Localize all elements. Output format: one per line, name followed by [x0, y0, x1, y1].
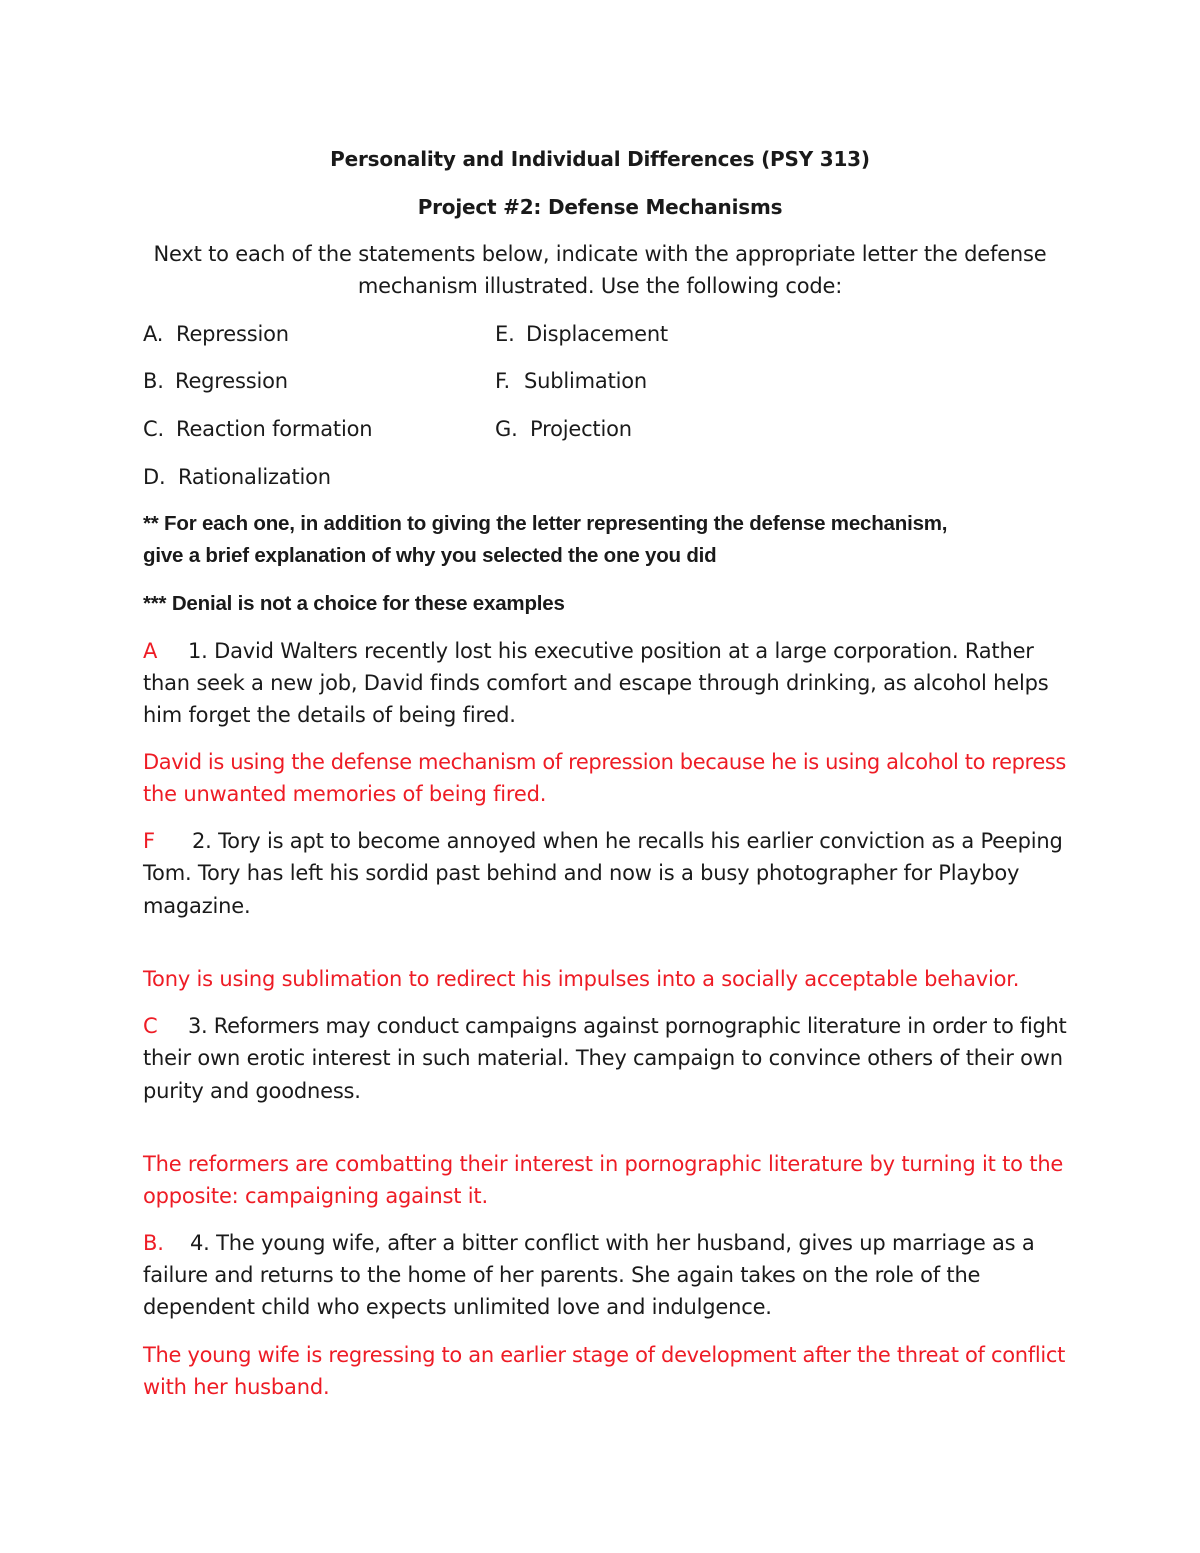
code-item-e: [495, 318, 668, 350]
code-letter: C.: [143, 417, 164, 441]
code-letter: D.: [143, 465, 166, 489]
code-letter: E.: [495, 322, 515, 346]
code-name: Rationalization: [178, 465, 331, 489]
item-2-explanation-line-1: Tony is using sublimation to redirect his impulses into a socially acceptable behavior.: [143, 967, 1020, 991]
note-1-line-2: give a brief explanation of why you selected the one you did: [143, 544, 717, 567]
course-title: Personality and Individual Differences (PSY 313): [330, 147, 870, 171]
item-4-answer: B.: [143, 1231, 164, 1255]
item-2-line-2: Tom. Tory has left his sordid past behind and now is a busy photographer for Playboy: [143, 861, 1020, 885]
item-3-text: 3. Reformers may conduct campaigns against pornographic literature in order to fight: [188, 1014, 1067, 1038]
note-1-line-1: ** For each one, in addition to giving the letter representing the defense mechanism,: [143, 512, 948, 535]
item-3-explanation-line-1: The reformers are combatting their interest in pornographic literature by turning it to the: [143, 1152, 1064, 1176]
code-item-g: [495, 413, 632, 445]
item-4-line-3: dependent child who expects unlimited love and indulgence.: [143, 1295, 772, 1319]
code-item-b: [143, 365, 288, 397]
item-1-line-1: [143, 635, 1034, 667]
item-1-explanation-line-2: the unwanted memories of being fired.: [143, 782, 547, 806]
item-3-line-2: their own erotic interest in such material. They campaign to convince others of their own: [143, 1046, 1063, 1070]
item-1-line-2: than seek a new job, David finds comfort and escape through drinking, as alcohol helps: [143, 671, 1049, 695]
code-name: Reaction formation: [176, 417, 373, 441]
item-4-line-1: [143, 1227, 1035, 1259]
note-2: *** Denial is not a choice for these examples: [143, 592, 565, 615]
item-2-line-3: magazine.: [143, 894, 251, 918]
item-2-text: 2. Tory is apt to become annoyed when he recalls his earlier conviction as a Peeping: [192, 829, 1063, 853]
code-letter: F.: [495, 369, 510, 393]
item-2-answer: F: [143, 829, 155, 853]
item-4-explanation-line-1: The young wife is regressing to an earlier stage of development after the threat of conflict: [143, 1343, 1066, 1367]
code-item-f: [495, 365, 647, 397]
instructions-line-1: Next to each of the statements below, indicate with the appropriate letter the defense: [153, 242, 1047, 266]
code-letter: A.: [143, 322, 164, 346]
item-3-answer: C: [143, 1014, 158, 1038]
code-name: Displacement: [526, 322, 668, 346]
code-item-c: [143, 413, 372, 445]
item-2-line-1: [143, 825, 1063, 857]
code-letter: B.: [143, 369, 164, 393]
item-4-text: 4. The young wife, after a bitter conflict with her husband, gives up marriage as a: [190, 1231, 1035, 1255]
code-letter: G.: [495, 417, 518, 441]
item-1-answer: A: [143, 639, 158, 663]
item-4-explanation-line-2: with her husband.: [143, 1375, 330, 1399]
code-name: Regression: [175, 369, 288, 393]
project-title: Project #2: Defense Mechanisms: [417, 195, 783, 219]
code-name: Repression: [176, 322, 289, 346]
code-item-a: [143, 318, 289, 350]
code-name: Projection: [530, 417, 632, 441]
instructions-line-2: mechanism illustrated. Use the following code:: [357, 274, 843, 298]
code-name: Sublimation: [524, 369, 647, 393]
code-item-d: [143, 461, 331, 493]
item-4-line-2: failure and returns to the home of her parents. She again takes on the role of the: [143, 1263, 981, 1287]
item-3-line-3: purity and goodness.: [143, 1079, 361, 1103]
item-1-text: 1. David Walters recently lost his executive position at a large corporation. Rather: [188, 639, 1034, 663]
item-1-explanation-line-1: David is using the defense mechanism of repression because he is using alcohol to repress: [143, 750, 1066, 774]
item-3-explanation-line-2: opposite: campaigning against it.: [143, 1184, 488, 1208]
item-3-line-1: [143, 1010, 1066, 1042]
item-1-line-3: him forget the details of being fired.: [143, 703, 516, 727]
